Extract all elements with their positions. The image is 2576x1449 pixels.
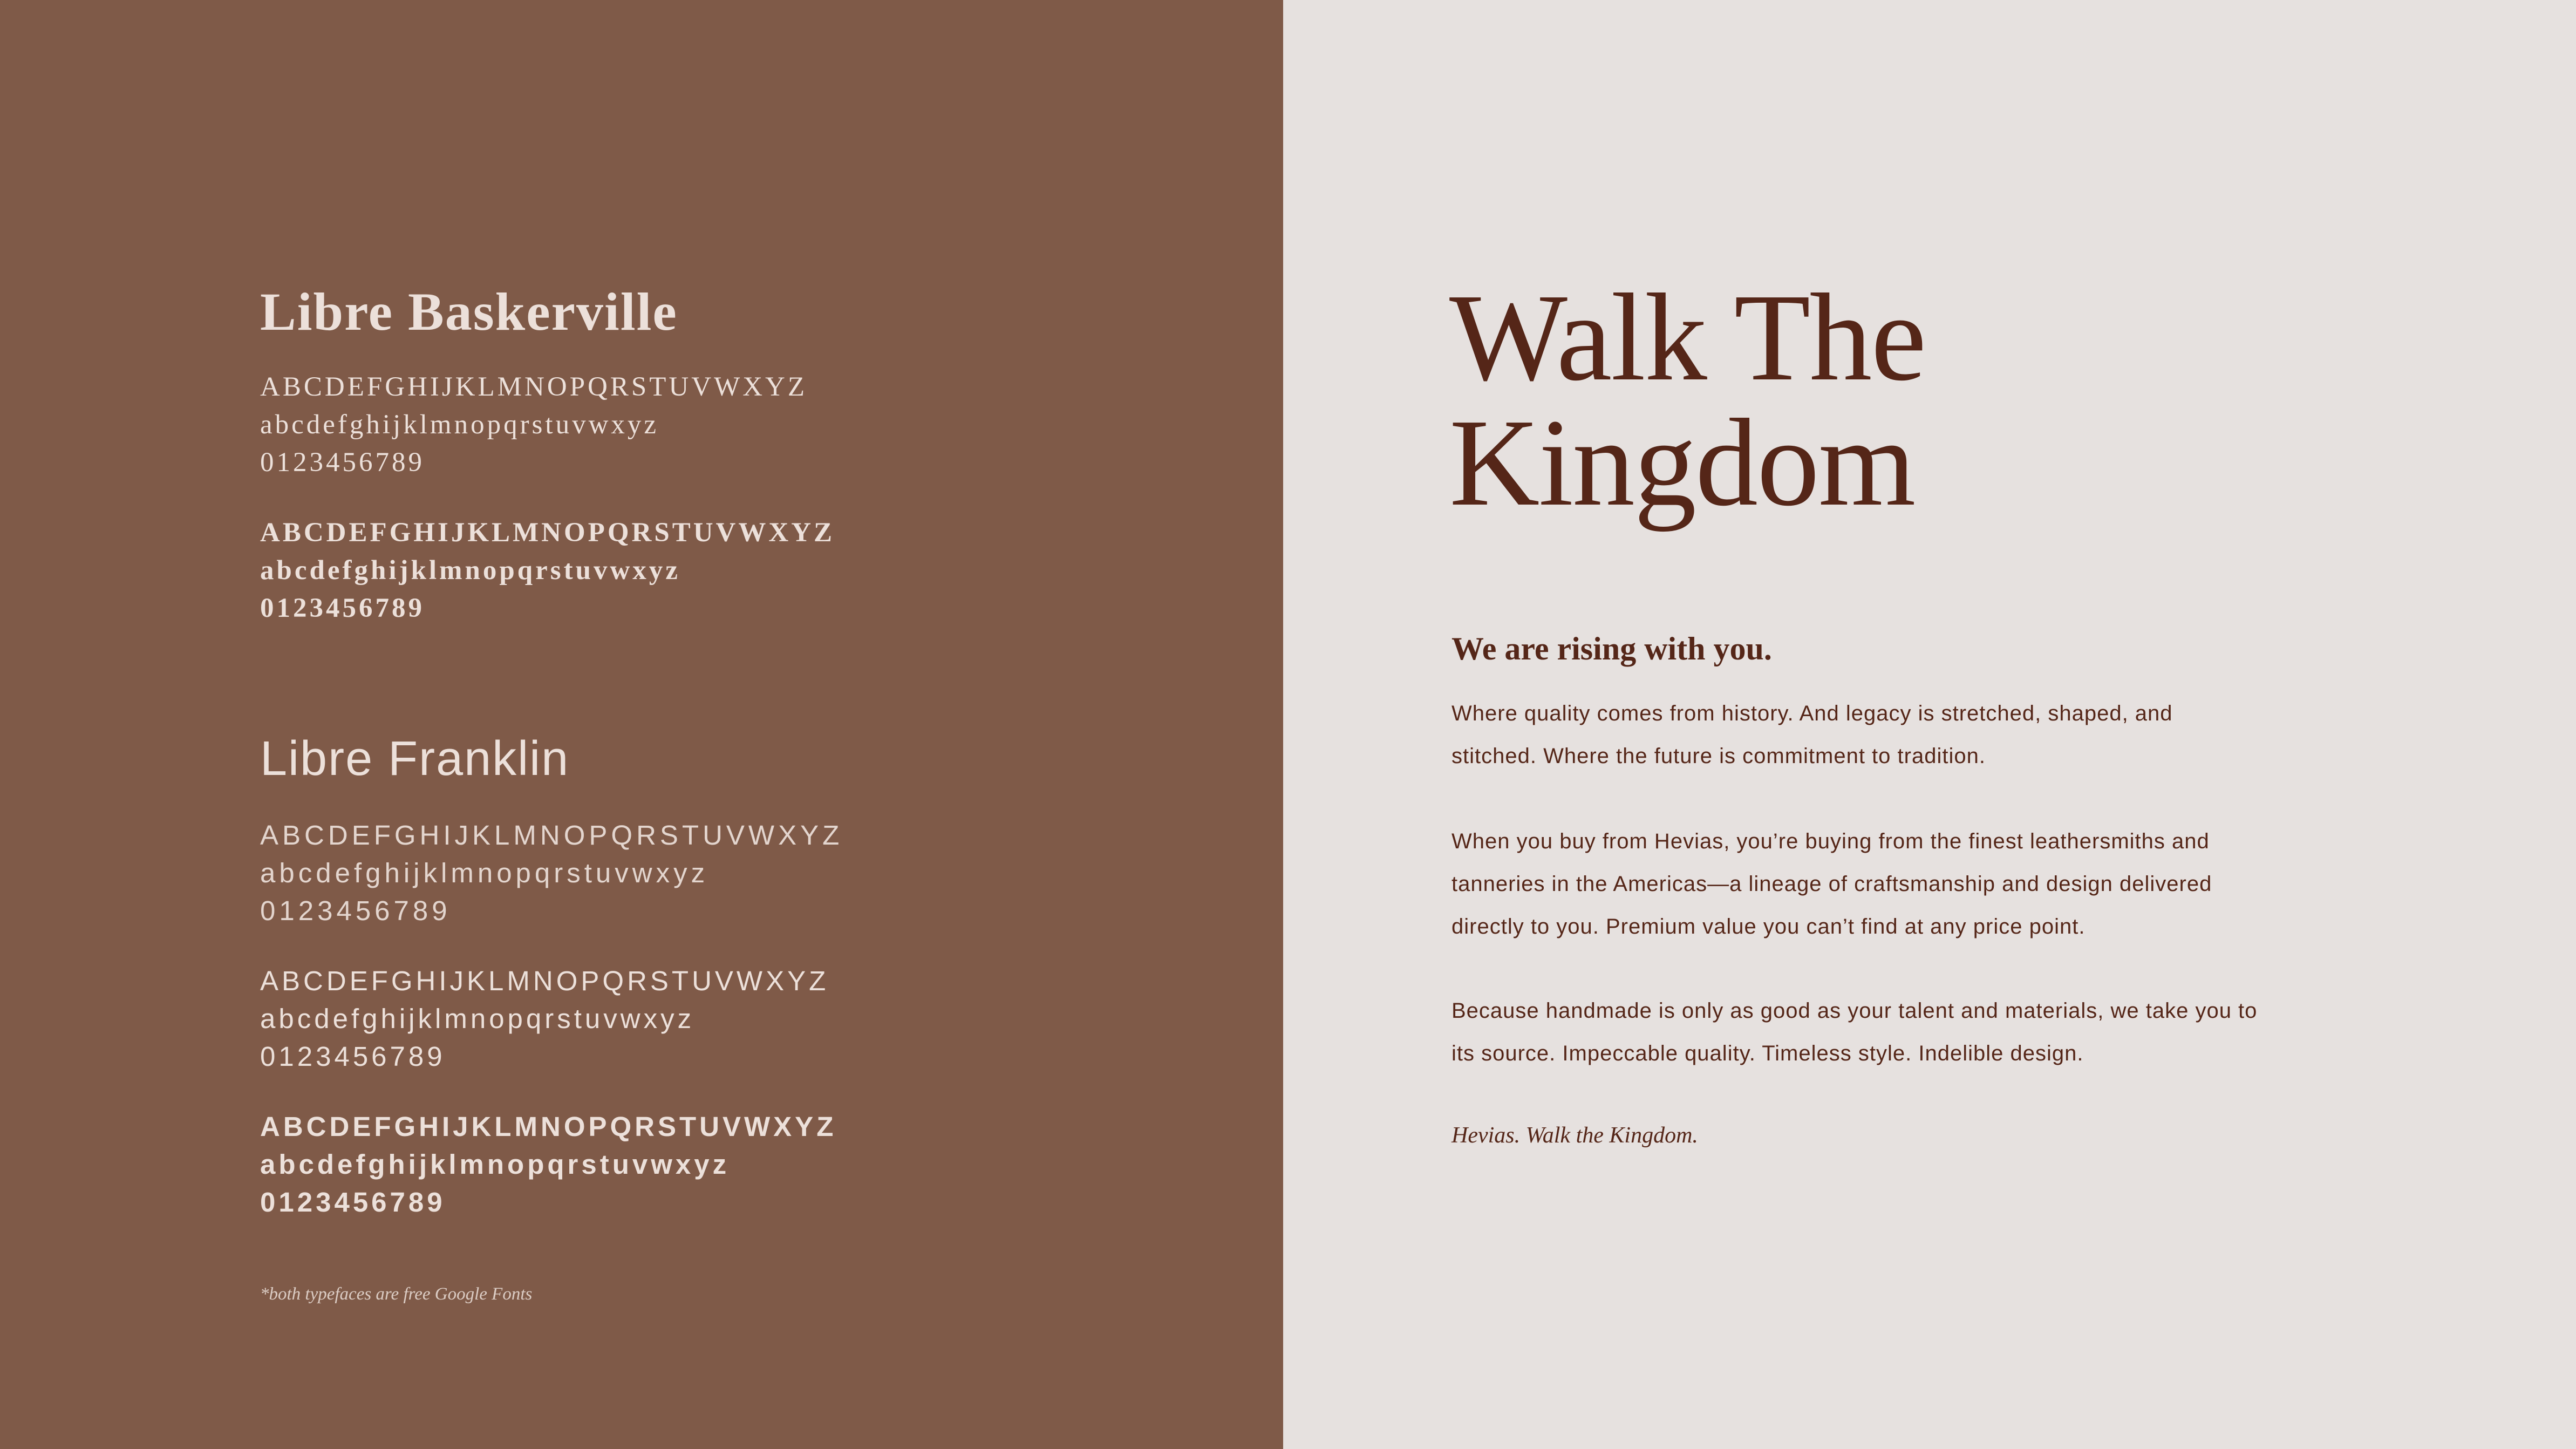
- body-paragraph-3: Because handmade is only as good as your talent and materials, we take you to its source. Impeccable quality. Timeless style. Indelible design.: [1451, 999, 2258, 1065]
- headline: [1449, 268, 2259, 532]
- headline-line-1: Walk The: [1449, 268, 1926, 407]
- sans-bold-specimen: [260, 1108, 836, 1221]
- serif-bold-digits: 0123456789: [260, 593, 425, 623]
- sans-bold-uppercase: ABCDEFGHIJKLMNOPQRSTUVWXYZ: [260, 1111, 837, 1142]
- sans-light-digits: 0123456789: [260, 895, 451, 926]
- serif-bold-specimen: [260, 514, 835, 627]
- serif-regular-digits: 0123456789: [260, 447, 425, 478]
- typography-specimen-panel: [0, 0, 1283, 1449]
- body-paragraph-2: When you buy from Hevias, you’re buying from the finest leathersmiths and tanneries in the Americas—a lineage of craftsmanship and design delivered directly to you. Premium value you can’t find at any price point.: [1451, 829, 2212, 938]
- serif-regular-lowercase: abcdefghijklmnopqrstuvwxyz: [260, 410, 659, 440]
- fonts-footnote: *both typefaces are free Google Fonts: [260, 1284, 533, 1304]
- subheading: We are rising with you.: [1451, 631, 1772, 666]
- sans-regular-lowercase: abcdefghijklmnopqrstuvwxyz: [260, 1003, 695, 1034]
- sans-light-uppercase: ABCDEFGHIJKLMNOPQRSTUVWXYZ: [260, 820, 843, 851]
- sans-regular-specimen: [260, 962, 829, 1076]
- sans-bold-digits: 0123456789: [260, 1187, 446, 1217]
- sans-light-specimen: [260, 817, 843, 930]
- serif-font-title: Libre Baskerville: [260, 282, 678, 342]
- serif-regular-specimen: [260, 368, 807, 481]
- sans-light-lowercase: abcdefghijklmnopqrstuvwxyz: [260, 858, 709, 888]
- serif-regular-uppercase: ABCDEFGHIJKLMNOPQRSTUVWXYZ: [260, 372, 808, 402]
- sans-regular-uppercase: ABCDEFGHIJKLMNOPQRSTUVWXYZ: [260, 965, 829, 996]
- sans-bold-lowercase: abcdefghijklmnopqrstuvwxyz: [260, 1149, 730, 1180]
- serif-bold-uppercase: ABCDEFGHIJKLMNOPQRSTUVWXYZ: [260, 518, 835, 548]
- headline-line-2: Kingdom: [1449, 393, 1915, 532]
- sans-font-title: Libre Franklin: [260, 732, 570, 786]
- signoff: Hevias. Walk the Kingdom.: [1451, 1123, 1698, 1148]
- serif-bold-lowercase: abcdefghijklmnopqrstuvwxyz: [260, 555, 680, 586]
- typography-sample-panel: [1283, 0, 2576, 1449]
- sans-regular-digits: 0123456789: [260, 1041, 446, 1072]
- body-paragraph-1: Where quality comes from history. And legacy is stretched, shaped, and stitched. Where the future is commitment to tradition.: [1451, 702, 2173, 768]
